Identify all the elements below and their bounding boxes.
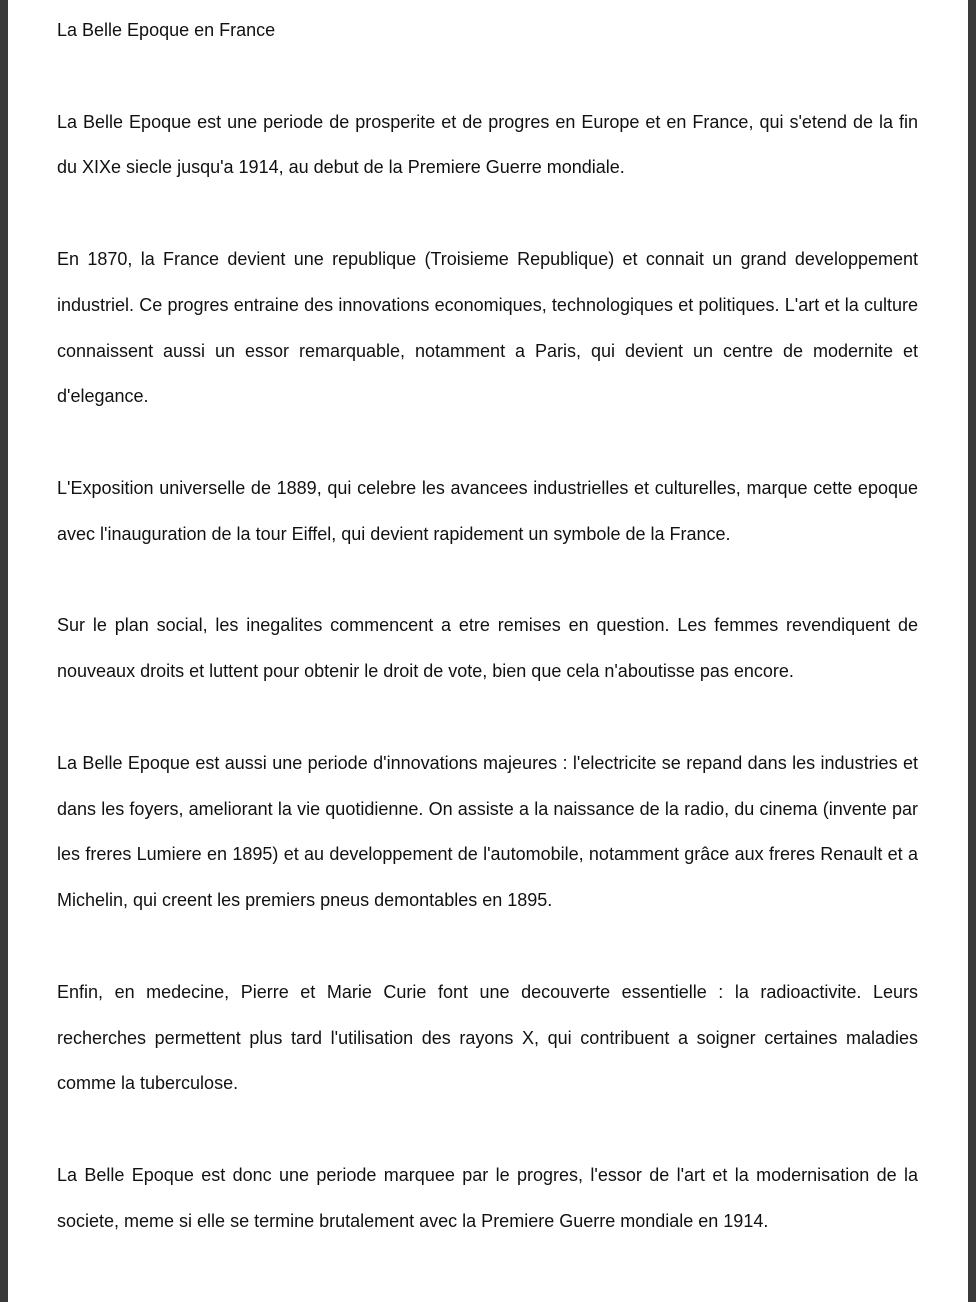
paragraph-medicine: Enfin, en medecine, Pierre et Marie Curie font une decouverte essentielle : la radioactivite. Leurs recherches permettent plus tard l'utilisation des rayons X, qui contribuent a soigner certaines maladies comme la tuberculose. bbox=[57, 981, 918, 1094]
document-title: La Belle Epoque en France bbox=[57, 20, 276, 40]
paragraph-conclusion: La Belle Epoque est donc une periode marquee par le progres, l'essor de l'art et la modernisation de la societe, meme si elle se termine brutalement avec la Premiere Guerre mondiale en 1914. bbox=[57, 1164, 918, 1231]
paragraph-exposition: L'Exposition universelle de 1889, qui celebre les avancees industrielles et culturelles, marque cette epoque avec l'inauguration de la tour Eiffel, qui devient rapidement un symbole de la France. bbox=[57, 477, 918, 544]
paragraph-innovations: La Belle Epoque est aussi une periode d'innovations majeures : l'electricite se repand dans les industries et dans les foyers, ameliorant la vie quotidienne. On assiste a la naissance de la radio, du cinema (invente par les freres Lumiere en 1895) et au developpement de l'automobile, notamment grâce aux freres Renault et a Michelin, qui creent les premiers pneus demontables en 1895. bbox=[57, 752, 918, 911]
document-page bbox=[8, 0, 968, 1302]
document-body bbox=[57, 8, 918, 1245]
paragraph-intro: La Belle Epoque est une periode de prosperite et de progres en Europe et en France, qui s'etend de la fin du XIXe siecle jusqu'a 1914, au debut de la Premiere Guerre mondiale. bbox=[57, 111, 918, 178]
paragraph-republic: En 1870, la France devient une republique (Troisieme Republique) et connait un grand developpement industriel. Ce progres entraine des innovations economiques, technologiques et politiques. L'art et la culture connaissent aussi un essor remarquable, notamment a Paris, qui devient un centre de modernite et d'elegance. bbox=[57, 248, 918, 407]
paragraph-social: Sur le plan social, les inegalites commencent a etre remises en question. Les femmes revendiquent de nouveaux droits et luttent pour obtenir le droit de vote, bien que cela n'aboutisse pas encore. bbox=[57, 615, 918, 682]
